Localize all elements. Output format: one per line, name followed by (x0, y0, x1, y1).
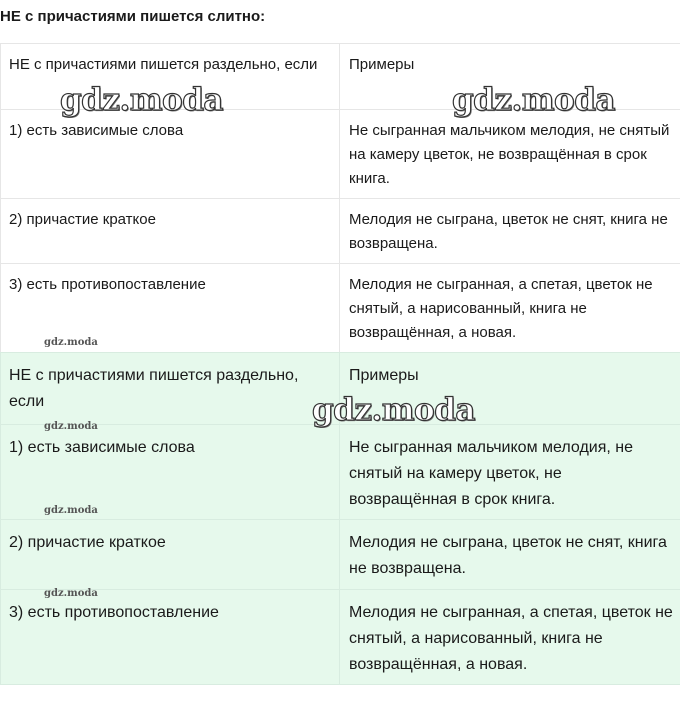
example-cell: Мелодия не сыграна, цветок не снят, книга не возвращена. (340, 520, 680, 590)
rule-cell: 1) есть зависимые слова (1, 110, 340, 199)
table-row (1, 199, 680, 264)
watermark-small: gdz.moda (44, 337, 98, 348)
rules-table-2 (0, 352, 680, 685)
rule-cell: 2) причастие краткое (1, 199, 340, 264)
watermark-small: gdz.moda (44, 505, 98, 516)
rules-table-1 (0, 43, 680, 353)
example-cell: Мелодия не сыгранная, а спетая, цветок не снятый, а нарисованный, книга не возвращённая, а новая. (340, 590, 680, 685)
example-cell: Мелодия не сыгранная, а спетая, цветок не снятый, а нарисованный, книга не возвращённая, а новая. (340, 264, 680, 353)
example-cell: Не сыгранная мальчиком мелодия, не снятый на камеру цветок, не возвращённая в срок книга. (340, 425, 680, 520)
header-rule-cell: НЕ с причастиями пишется раздельно, если (1, 44, 340, 110)
header-examples-cell: Примеры (340, 44, 680, 110)
watermark-logo: gdz.moda (312, 392, 475, 428)
rule-cell: 2) причастие краткое (1, 520, 340, 590)
table-row (1, 110, 680, 199)
example-cell: Не сыгранная мальчиком мелодия, не снятый на камеру цветок, не возвращённая в срок книга. (340, 110, 680, 199)
example-cell: Мелодия не сыграна, цветок не снят, книга не возвращена. (340, 199, 680, 264)
header-examples-cell: Примеры (340, 353, 680, 425)
watermark-small: gdz.moda (44, 588, 98, 599)
rule-cell: 3) есть противопоставление (1, 590, 340, 685)
header-rule-cell: НЕ с причастиями пишется раздельно, если (1, 353, 340, 425)
page-title: НЕ с причастиями пишется слитно: (0, 8, 266, 25)
rule-cell: 1) есть зависимые слова (1, 425, 340, 520)
watermark-logo: gdz.moda (60, 82, 223, 118)
table-row (1, 590, 680, 685)
watermark-small: gdz.moda (44, 421, 98, 432)
watermark-logo: gdz.moda (452, 82, 615, 118)
table-row (1, 425, 680, 520)
rule-cell: 3) есть противопоставление (1, 264, 340, 353)
table-row (1, 264, 680, 353)
table-header-row (1, 44, 680, 110)
table-header-row (1, 353, 680, 425)
table-row (1, 520, 680, 590)
